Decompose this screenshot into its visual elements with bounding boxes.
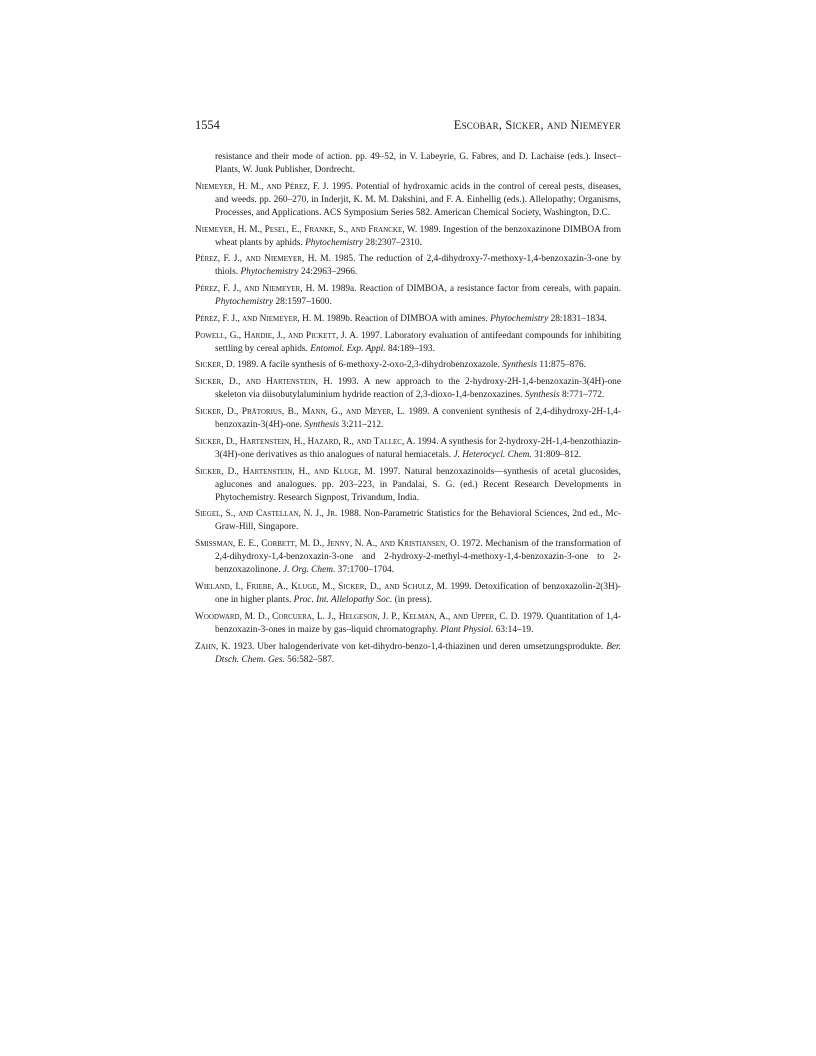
reference-citation: 24:2963–2966. [300,267,358,278]
reference-citation: 28:1831–1834. [550,313,607,324]
reference-authors: Sicker, D., Hartenstein, H., Hazard, R., and Tallec, A. [195,436,416,447]
reference-journal: Synthesis [502,360,538,371]
reference-text: 1988. Non-Parametric Statistics for the Behavioral Sciences, 2nd ed., Mc-Graw-Hill, Singapore. [215,509,622,533]
reference-citation: 28:1597–1600. [275,297,332,308]
reference-authors: Pérez, F. J., and Niemeyer, H. M. [195,284,329,295]
reference-entry [195,224,621,250]
reference-journal: Phytochemistry [240,267,299,278]
reference-entry [195,466,621,505]
reference-journal: Synthesis [524,390,560,401]
reference-entry [195,406,621,432]
reference-authors: Wieland, I., Friebe, A., Kluge, M., Sicker, D., and Schulz, M. [195,581,448,592]
reference-entry [195,253,621,279]
reference-citation: 31:809–812. [534,449,582,460]
reference-entry [195,538,621,577]
reference-journal: Phytochemistry [305,237,364,248]
reference-entry [195,181,621,220]
reference-journal: Phytochemistry [490,313,549,324]
reference-authors: Niemeyer, H. M., and Pérez, F. J. [195,181,329,192]
page-number: 1554 [195,118,220,132]
reference-journal: Phytochemistry [215,297,274,308]
reference-entry [195,283,621,309]
reference-text: resistance and their mode of action. pp. 49–52, in V. Labeyrie, G. Fabres, and D. Lachaise (eds.). Insect–Plants, W. Junk Publisher, Dordrecht. [215,152,621,176]
reference-citation: 63:14–19. [495,624,534,635]
reference-citation: 3:211–212. [341,420,384,431]
reference-journal: Entomol. Exp. Appl. [310,343,386,354]
reference-citation: 56:582–587. [287,654,335,665]
reference-entry [195,611,621,637]
reference-entry [195,581,621,607]
reference-citation: 28:2307–2310. [365,237,422,248]
reference-entry [195,313,621,326]
reference-authors: Siegel, S., and Castellan, N. J., Jr. [195,509,338,520]
reference-entry [195,151,621,177]
reference-citation: 84:189–193. [387,343,435,354]
reference-journal: Ber. Dtsch. Chem. Ges. [215,641,621,665]
reference-entry [195,436,621,462]
reference-text: 1989. A facile synthesis of 6-methoxy-2-oxo-2,3-dihydrobenzoxazole. [237,360,500,371]
reference-authors: Zahn, K. [195,641,231,652]
reference-text: 1989. Ingestion of the benzoxazinone DIMBOA from wheat plants by aphids. [215,224,621,248]
reference-citation: (in press). [394,595,432,606]
reference-citation: 11:875–876. [539,360,587,371]
reference-text: 1972. Mechanism of the transformation of 2,4-dihydroxy-1,4-benzoxazin-3-one and 2-hydroxy-2-methyl-4-methoxy-1,4-benzoxazin-3-one to 2-benzoxazolinone. [215,539,622,576]
reference-text: 1999. Detoxification of benzoxazolin-2(3H)-one in higher plants. [215,581,621,606]
reference-authors: Pérez, F. J., and Niemeyer, H. M. [195,313,325,324]
reference-text: 1979. Quantitation of 1,4-benzoxazin-3-ones in maize by gas–liquid chromatography. [215,611,621,635]
reference-text: 1997. Natural benzoxazinoids—synthesis of acetal glucosides, aglucones and analogues. pp. 203–223, in Pandalai, S. G. (ed.) Recent Research Developments in Phytochemistry. Research Signpost, Trivandum, India. [215,466,621,503]
reference-entry [195,376,621,402]
reference-authors: Sicker, D., Hartenstein, H., and Kluge, M. [195,466,376,477]
reference-authors: Sicker, D., and Hartenstein, H. [195,377,333,388]
reference-text: 1923. Uber halogenderivate von ket-dihydro-benzo-1,4-thiazinen und deren umsetzungsprodukte. [233,641,604,652]
reference-authors: Niemeyer, H. M., Pesel, E., Franke, S., and Francke, W. [195,224,418,235]
reference-text: 1989. A convenient synthesis of 2,4-dihydroxy-2H-1,4-benzoxazin-3(4H)-one. [215,406,622,431]
reference-authors: Sicker, D., Prätorius, B., Mann, G., and Meyer, L. [195,406,406,417]
running-head: Escobar, Sicker, and Niemeyer [453,118,621,132]
reference-authors: Woodward, M. D., Corcuera, L. J., Helgeson, J. P., Kelman, A., and Upper, C. D. [195,611,520,622]
reference-authors: Pérez, F. J., and Niemeyer, H. M. [195,254,331,265]
reference-citation: 37:1700–1704. [337,565,394,576]
reference-text: 1989a. Reaction of DIMBOA, a resistance factor from cereals, with papain. [331,284,621,295]
reference-journal: Plant Physiol. [440,624,494,635]
reference-authors: Powell, G., Hardie, J., and Pickett, J. A. [195,330,359,341]
reference-text: 1985. The reduction of 2,4-dihydroxy-7-methoxy-1,4-benzoxazin-3-one by thiols. [215,254,621,278]
reference-authors: Sicker, D. [195,360,235,371]
reference-entry [195,508,621,534]
page-header [195,118,621,133]
reference-citation: 8:771–772. [561,390,605,401]
reference-journal: Synthesis [304,420,340,431]
reference-journal: Proc. Int. Allelopathy Soc. [293,595,393,606]
reference-entry [195,359,621,372]
reference-text: 1997. Laboratory evaluation of antifeedant compounds for inhibiting settling by cereal aphids. [215,330,621,354]
reference-text: 1995. Potential of hydroxamic acids in the control of cereal pests, diseases, and weeds. pp. 260–270, in Inderjit, K. M. M. Dakshini, and F. A. Einhellig (eds.). Allelopathy; Organisms, Processes, and Applications. ACS Symposium Series 582. American Chemical Society, Washington, D.C. [215,181,621,218]
reference-text: 1989b. Reaction of DIMBOA with amines. [326,313,488,324]
reference-journal: J. Heterocycl. Chem. [453,449,532,460]
reference-entry [195,330,621,356]
reference-text: 1994. A synthesis for 2-hydroxy-2H-1,4-benzothiazin-3(4H)-one derivatives as thio analogues of natural hemiacetals. [215,436,621,460]
reference-authors: Smissman, E. E., Corbett, M. D., Jenny, N. A., and Kristiansen, O. [195,539,460,550]
reference-list [195,151,621,670]
reference-text: 1993. A new approach to the 2-hydroxy-2H-1,4-benzoxazin-3(4H)-one skeleton via diisobutylaluminium hydride reaction of 2,3-dioxo-1,4-benzoxazines. [215,377,621,401]
reference-entry [195,641,621,667]
reference-journal: J. Org. Chem. [282,565,336,576]
